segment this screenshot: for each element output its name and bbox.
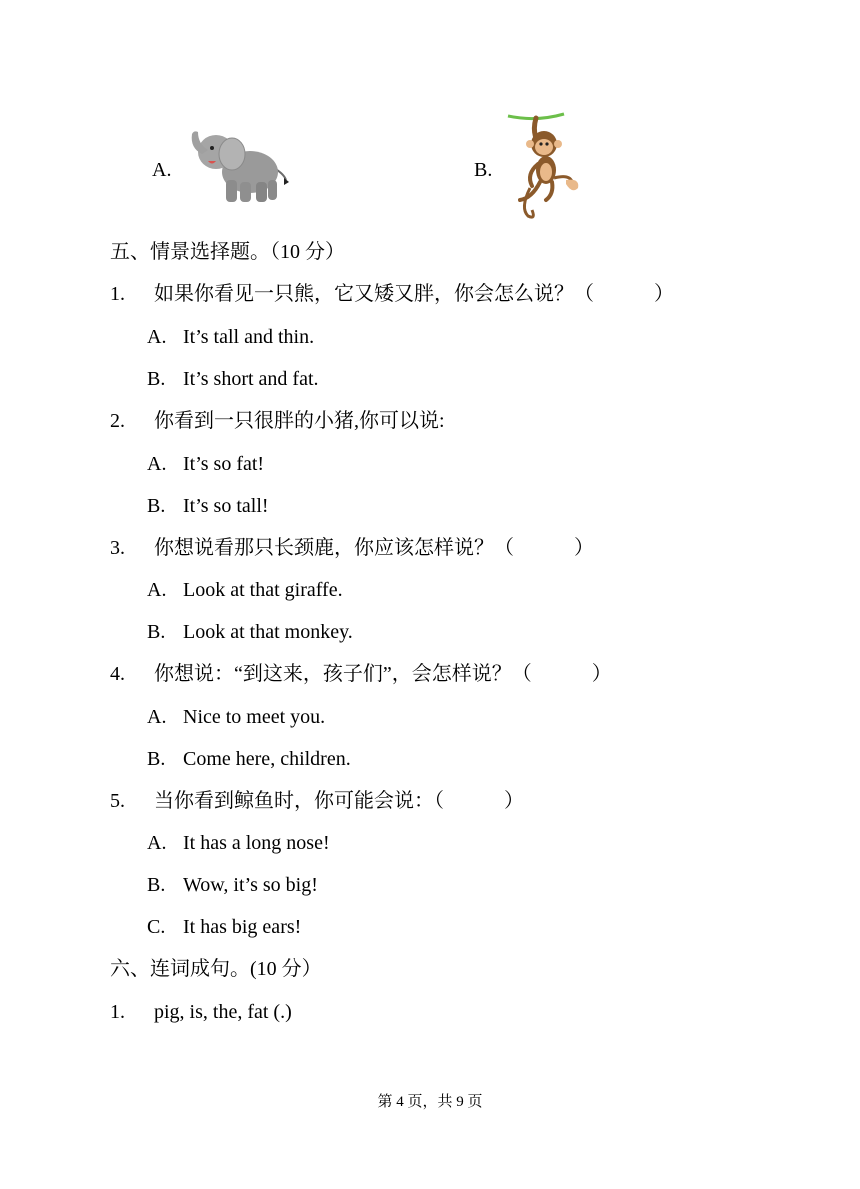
option-row bbox=[147, 452, 264, 476]
question-2 bbox=[110, 409, 445, 433]
option-row bbox=[147, 915, 301, 939]
question-number: 4. bbox=[110, 663, 125, 685]
question-1 bbox=[110, 282, 674, 306]
option-letter: B. bbox=[147, 748, 166, 770]
question-3 bbox=[110, 536, 594, 560]
option-row bbox=[147, 873, 318, 897]
question-4 bbox=[110, 662, 612, 686]
option-letter: B. bbox=[147, 621, 166, 643]
question-text: pig, is, the, fat (.) bbox=[154, 1001, 292, 1023]
section-6-title: 六、连词成句。(10 分） bbox=[110, 958, 322, 980]
option-text: It’s so tall! bbox=[183, 495, 269, 517]
question-text: 如果你看见一只熊，它又矮又胖，你会怎么说？（ ） bbox=[154, 283, 674, 305]
option-text: Wow, it’s so big! bbox=[183, 874, 318, 896]
option-letter: B. bbox=[147, 874, 166, 896]
picture-option-b-label: B. bbox=[474, 159, 493, 181]
question-text: 你想说看那只长颈鹿，你应该怎样说？（ ） bbox=[154, 537, 594, 559]
option-letter: A. bbox=[147, 706, 167, 728]
option-text: It has big ears! bbox=[183, 916, 302, 938]
question-number: 1. bbox=[110, 283, 125, 305]
question-text: 你想说：“到这来，孩子们”，会怎样说？（ ） bbox=[154, 663, 612, 685]
picture-option-a-label: A. bbox=[152, 159, 172, 181]
section-6-question-1 bbox=[110, 1000, 292, 1024]
question-number: 5. bbox=[110, 790, 125, 812]
option-text: Look at that monkey. bbox=[183, 621, 353, 643]
option-row bbox=[147, 367, 319, 391]
option-row bbox=[147, 831, 330, 855]
question-number: 2. bbox=[110, 410, 125, 432]
elephant-picture bbox=[186, 128, 292, 208]
option-text: It has a long nose! bbox=[183, 832, 330, 854]
option-letter: C. bbox=[147, 916, 166, 938]
monkey-picture bbox=[506, 108, 586, 224]
page-footer: 第 4 页，共 9 页 bbox=[377, 1094, 483, 1110]
option-text: It’s so fat! bbox=[183, 453, 265, 475]
option-text: Come here, children. bbox=[183, 748, 351, 770]
option-row bbox=[147, 578, 343, 602]
option-text: Nice to meet you. bbox=[183, 706, 326, 728]
option-row bbox=[147, 325, 314, 349]
option-row bbox=[147, 494, 269, 518]
option-letter: B. bbox=[147, 495, 166, 517]
option-letter: A. bbox=[147, 579, 167, 601]
option-text: Look at that giraffe. bbox=[183, 579, 343, 601]
option-text: It’s tall and thin. bbox=[183, 326, 315, 348]
option-letter: A. bbox=[147, 326, 167, 348]
question-number: 1. bbox=[110, 1001, 125, 1023]
option-letter: A. bbox=[147, 453, 167, 475]
option-row bbox=[147, 747, 351, 771]
question-5 bbox=[110, 789, 524, 813]
option-row bbox=[147, 705, 325, 729]
option-text: It’s short and fat. bbox=[183, 368, 319, 390]
option-row bbox=[147, 620, 353, 644]
question-number: 3. bbox=[110, 537, 125, 559]
section-5-title: 五、情景选择题。（10 分） bbox=[110, 241, 345, 263]
option-letter: A. bbox=[147, 832, 167, 854]
option-letter: B. bbox=[147, 368, 166, 390]
question-text: 你看到一只很胖的小猪,你可以说: bbox=[154, 410, 445, 432]
question-text: 当你看到鲸鱼时，你可能会说：（ ） bbox=[154, 790, 524, 812]
